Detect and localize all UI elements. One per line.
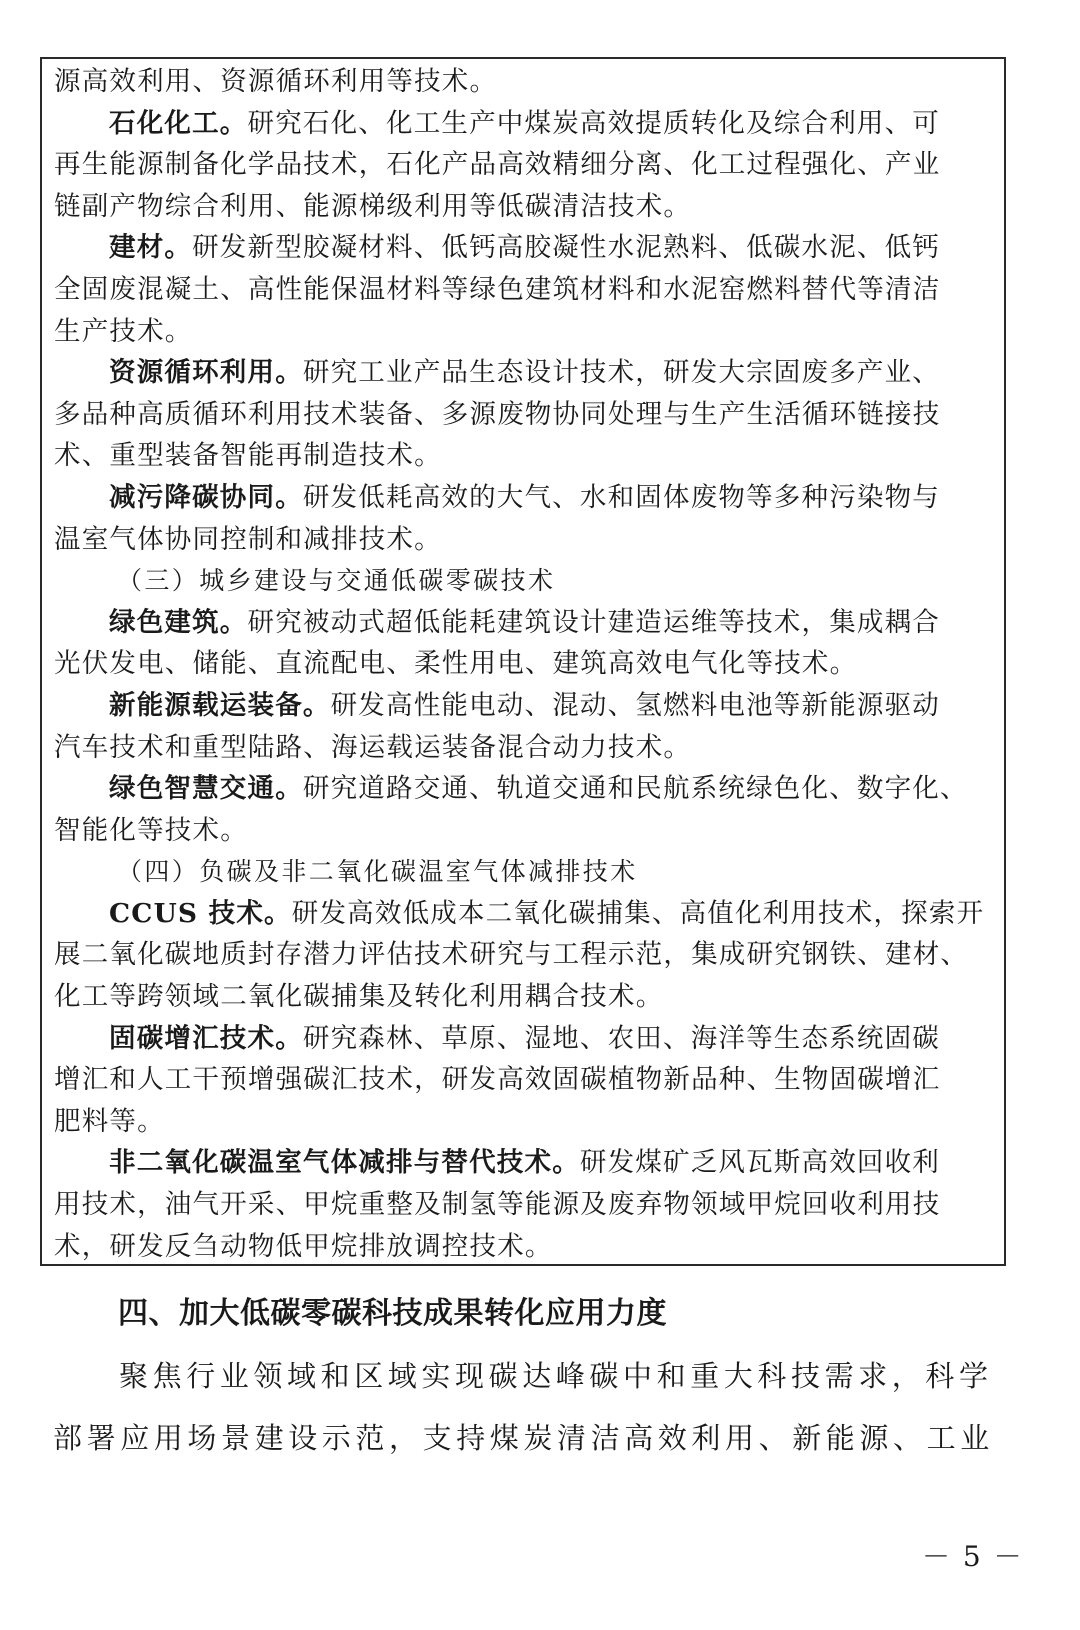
line-text: 研发高性能电动、混动、氢燃料电池等新能源驱动 bbox=[330, 689, 941, 721]
page-number: － 5 － bbox=[922, 1540, 1024, 1573]
box-line bbox=[54, 1226, 994, 1268]
paragraph-line: 聚焦行业领域和区域实现碳达峰碳中和重大科技需求，科学 bbox=[119, 1359, 993, 1393]
line-text: 研发高效低成本二氧化碳捕集、高值化利用技术，探索开 bbox=[291, 897, 985, 929]
line-text: 温室气体协同控制和减排技术。 bbox=[54, 523, 442, 555]
line-text: 多品种高质循环利用技术装备、多源废物协同处理与生产生活循环链接技 bbox=[54, 398, 941, 430]
line-text: 化工等跨领域二氧化碳捕集及转化利用耦合技术。 bbox=[54, 981, 664, 1013]
topic-title: 石化化工。 bbox=[109, 107, 248, 139]
line-text: 汽车技术和重型陆路、海运载运装备混合动力技术。 bbox=[54, 731, 692, 763]
topic-title: 减污降碳协同。 bbox=[109, 481, 303, 513]
box-line bbox=[54, 227, 994, 269]
line-text: 增汇和人工干预增强碳汇技术，研发高效固碳植物新品种、生物固碳增汇 bbox=[54, 1064, 941, 1096]
line-text: 术，研发反刍动物低甲烷排放调控技术。 bbox=[54, 1230, 553, 1262]
line-text: 用技术，油气开采、甲烷重整及制氢等能源及废弃物领域甲烷回收利用技 bbox=[54, 1189, 941, 1221]
line-text: 研究被动式超低能耗建筑设计建造运维等技术，集成耦合 bbox=[247, 606, 940, 638]
line-text: 再生能源制备化学品技术，石化产品高效精细分离、化工过程强化、产业 bbox=[54, 149, 941, 181]
box-line bbox=[54, 1101, 994, 1143]
line-text: 研发新型胶凝材料、低钙高胶凝性水泥熟料、低碳水泥、低钙 bbox=[192, 232, 941, 264]
subsection-heading: （四）负碳及非二氧化碳温室气体减排技术 bbox=[117, 857, 638, 887]
box-line bbox=[54, 519, 994, 561]
box-line bbox=[54, 103, 994, 145]
line-text: 研究石化、化工生产中煤炭高效提质转化及综合利用、可 bbox=[247, 107, 940, 139]
line-text: 术、重型装备智能再制造技术。 bbox=[54, 440, 442, 472]
box-line bbox=[54, 1142, 994, 1184]
topic-title: 固碳增汇技术。 bbox=[109, 1022, 303, 1054]
topic-title: 绿色建筑。 bbox=[109, 606, 248, 638]
line-text: 源高效利用、资源循环利用等技术。 bbox=[54, 66, 498, 97]
box-line bbox=[54, 435, 994, 477]
box-line bbox=[54, 934, 994, 976]
section-heading: 四、加大低碳零碳科技成果转化应用力度 bbox=[118, 1296, 667, 1331]
line-text: 智能化等技术。 bbox=[54, 814, 248, 846]
box-line bbox=[54, 1018, 994, 1060]
box-line bbox=[54, 1059, 994, 1101]
box-line bbox=[54, 394, 994, 436]
line-text: 链副产物综合利用、能源梯级利用等低碳清洁技术。 bbox=[54, 190, 692, 222]
box-line bbox=[54, 477, 994, 519]
box-line bbox=[54, 186, 994, 228]
line-text: 生产技术。 bbox=[54, 315, 193, 347]
box-line bbox=[54, 144, 994, 186]
box-line bbox=[54, 685, 994, 727]
line-text: 研究工业产品生态设计技术，研发大宗固废多产业、 bbox=[302, 357, 941, 389]
line-text: 研发低耗高效的大气、水和固体废物等多种污染物与 bbox=[302, 481, 941, 513]
line-text: 展二氧化碳地质封存潜力评估技术研究与工程示范，集成研究钢铁、建材、 bbox=[54, 939, 969, 971]
section-paragraph bbox=[53, 1345, 1003, 1469]
paragraph-line: 部署应用场景建设示范，支持煤炭清洁高效利用、新能源、工业 bbox=[53, 1421, 994, 1455]
line-text: 研究道路交通、轨道交通和民航系统绿色化、数字化、 bbox=[302, 773, 968, 805]
topic-title: 非二氧化碳温室气体减排与替代技术。 bbox=[109, 1147, 580, 1179]
topic-title: 资源循环利用。 bbox=[109, 357, 303, 389]
bordered-text-box bbox=[40, 57, 1006, 1266]
box-line bbox=[54, 61, 994, 103]
subsection-heading: （三）城乡建设与交通低碳零碳技术 bbox=[117, 566, 556, 596]
box-line bbox=[54, 352, 994, 394]
box-line bbox=[54, 311, 994, 353]
topic-title: CCUS 技术。 bbox=[109, 897, 292, 929]
box-line bbox=[54, 768, 994, 810]
topic-title: 建材。 bbox=[109, 232, 193, 264]
line-text: 光伏发电、储能、直流配电、柔性用电、建筑高效电气化等技术。 bbox=[54, 648, 858, 680]
box-line bbox=[54, 643, 994, 685]
line-text: 全固废混凝土、高性能保温材料等绿色建筑材料和水泥窑燃料替代等清洁 bbox=[54, 273, 941, 305]
box-line bbox=[54, 893, 994, 935]
box-line bbox=[54, 810, 994, 852]
line-text: 研发煤矿乏风瓦斯高效回收利 bbox=[579, 1147, 941, 1179]
box-line bbox=[54, 1184, 994, 1226]
topic-title: 绿色智慧交通。 bbox=[109, 773, 303, 805]
box-line bbox=[54, 602, 994, 644]
line-text: 肥料等。 bbox=[54, 1105, 165, 1137]
box-line bbox=[54, 976, 994, 1018]
box-line bbox=[54, 727, 994, 769]
box-line bbox=[54, 269, 994, 311]
topic-title: 新能源载运装备。 bbox=[109, 689, 331, 721]
line-text: 研究森林、草原、湿地、农田、海洋等生态系统固碳 bbox=[302, 1022, 941, 1054]
